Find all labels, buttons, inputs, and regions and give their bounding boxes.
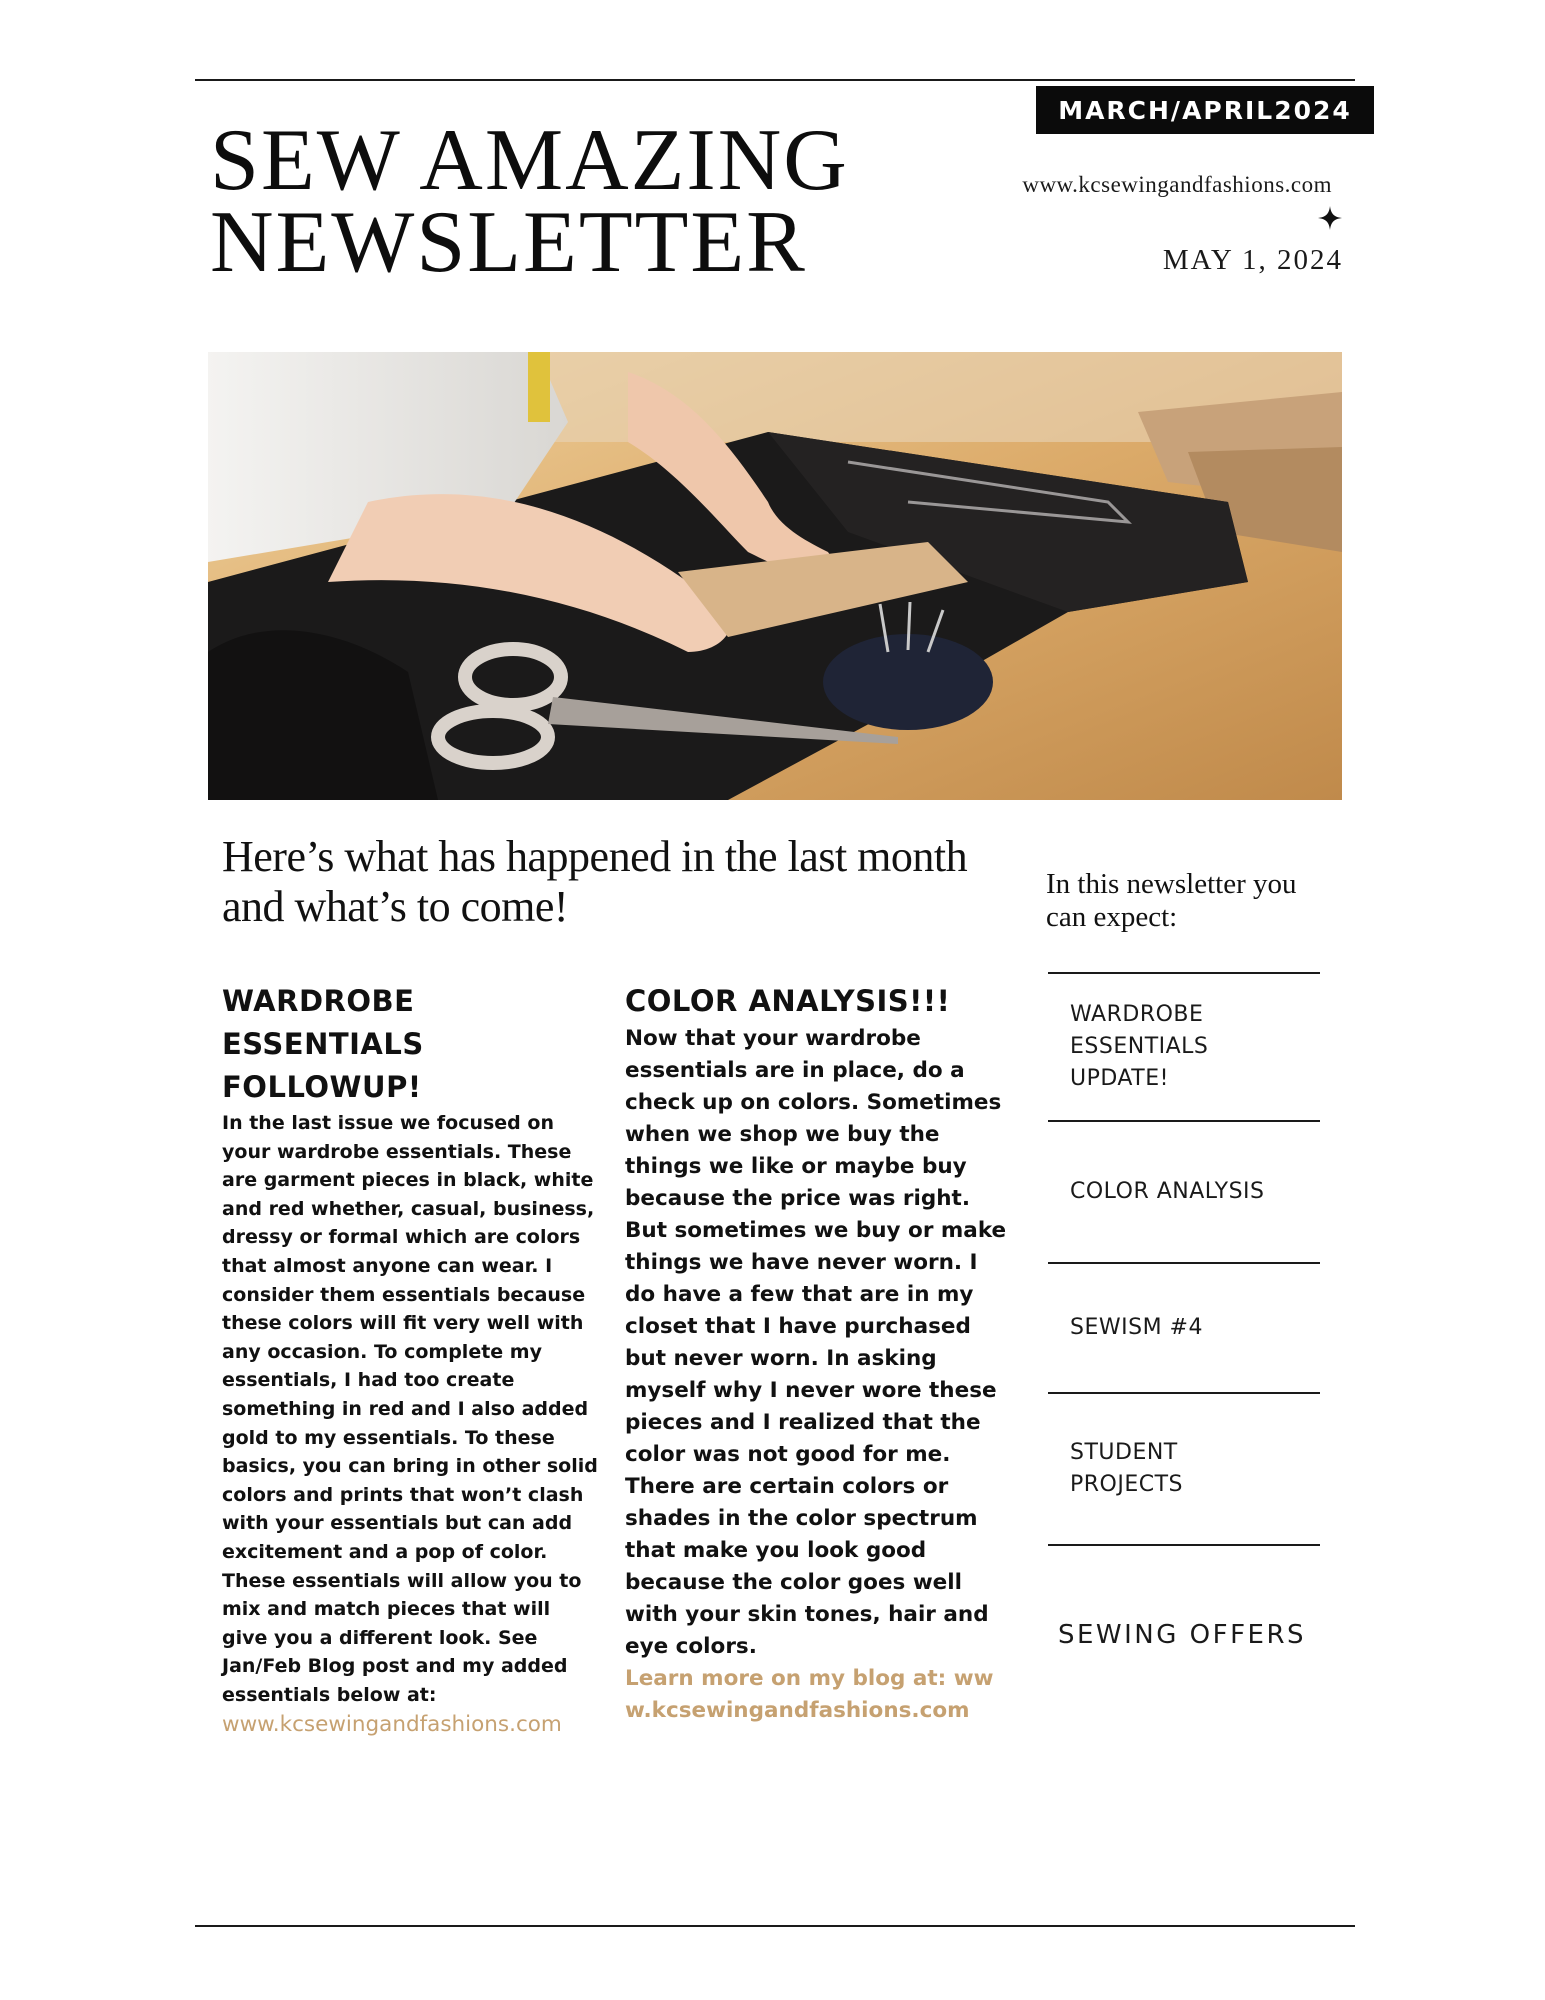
toc-item-line: WARDROBE <box>1070 1002 1204 1027</box>
table-of-contents <box>1048 972 1320 1724</box>
article-heading-line: ESSENTIALS <box>222 1027 424 1061</box>
article-heading: COLOR ANALYSIS!!! <box>625 984 951 1018</box>
toc-item-student-projects[interactable] <box>1048 1394 1320 1544</box>
newsletter-title <box>210 112 849 291</box>
title-line-1: SEW AMAZING <box>210 112 849 209</box>
toc-item-wardrobe-essentials[interactable] <box>1048 974 1320 1120</box>
article-body: Now that your wardrobe essentials are in place, do a check up on colors. Sometimes when we shop we buy the things we like or maybe buy because the price was right. But sometimes we buy or make things we have never worn. I do have a few that are in my closet that I have purchased but never worn. In asking myself why I never wore these pieces and I realized that the color was not good for me. There are certain colors or shades in the color spectrum that make you look good because the color goes well with your skin tones, hair and eye colors. <box>625 1026 1007 1659</box>
article-color-analysis <box>625 980 1015 1727</box>
toc-item-line: STUDENT <box>1070 1440 1178 1465</box>
sewing-photo <box>208 352 1342 800</box>
blog-link[interactable]: Learn more on my blog at: www.kcsewingandfashions.com <box>625 1666 994 1723</box>
toc-item-color-analysis[interactable] <box>1048 1122 1320 1262</box>
top-rule <box>195 79 1355 81</box>
article-heading-line: FOLLOWUP! <box>222 1070 422 1104</box>
sparkle-icon <box>1318 206 1342 230</box>
article-wardrobe-essentials <box>222 980 602 1741</box>
blog-link[interactable]: www.kcsewingandfashions.com <box>222 1712 562 1738</box>
issue-date: MAY 1, 2024 <box>1162 244 1343 276</box>
article-heading-line: WARDROBE <box>222 984 415 1018</box>
toc-item-line: UPDATE! <box>1070 1066 1169 1091</box>
title-line-2: NEWSLETTER <box>210 194 807 291</box>
toc-item-line: COLOR ANALYSIS <box>1070 1179 1265 1204</box>
bottom-rule <box>195 1925 1355 1927</box>
toc-item-line: SEWING OFFERS <box>1058 1620 1307 1650</box>
toc-item-line: PROJECTS <box>1070 1472 1184 1497</box>
article-heading <box>222 980 602 1109</box>
toc-item-line: ESSENTIALS <box>1070 1034 1209 1059</box>
sewing-photo-illustration <box>208 352 1342 800</box>
website-link[interactable]: www.kcsewingandfashions.com <box>1022 172 1332 197</box>
toc-title: In this newsletter you can expect: <box>1046 868 1297 933</box>
intro-heading: Here’s what has happened in the last month and what’s to come! <box>222 832 968 931</box>
toc-item-sewing-offers[interactable] <box>1048 1546 1320 1724</box>
article-body: In the last issue we focused on your wardrobe essentials. These are garment pieces in black, white and red whether, casual, business, dressy or formal which are colors that almost anyone can wear. I consider them essentials because these colors will fit very well with any occasion. To complete my essentials, I had too create something in red and I also added gold to my essentials. To these basics, you can bring in other solid colors and prints that won’t clash with your essentials but can add excitement and a pop of color. These essentials will allow you to mix and match pieces that will give you a different look. See Jan/Feb Blog post and my added essentials below at: <box>222 1112 598 1706</box>
toc-item-sewism[interactable] <box>1048 1264 1320 1392</box>
issue-badge: MARCH/APRIL2024 <box>1036 86 1374 134</box>
toc-item-line: SEWISM #4 <box>1070 1315 1203 1340</box>
